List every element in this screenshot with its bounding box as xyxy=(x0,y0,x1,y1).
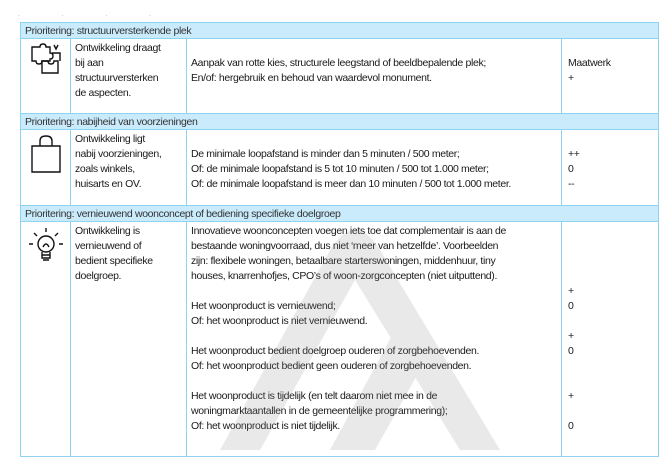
score-value: + xyxy=(568,390,574,402)
criteria-line: Of: het woonproduct is niet vernieuwend. xyxy=(191,315,368,327)
section-header-row xyxy=(21,206,659,222)
score-value: + xyxy=(568,330,574,342)
criteria-line: Het woonproduct bedient doelgroep ouderen of zorgbehoevenden. xyxy=(191,345,480,357)
description-cell xyxy=(71,39,187,114)
criteria-row xyxy=(21,222,659,457)
description-line: structuurversterken xyxy=(75,72,159,84)
section-header-row xyxy=(21,23,659,39)
criteria-line xyxy=(191,284,561,299)
score-value: Maatwerk xyxy=(568,57,611,69)
score-value xyxy=(568,41,658,56)
description-cell xyxy=(71,222,187,457)
description-cell xyxy=(71,130,187,206)
description-line: bedient specifieke xyxy=(75,255,153,267)
section-header: Prioritering: nabijheid van voorzieningen xyxy=(21,114,659,130)
score-value xyxy=(568,404,658,419)
criteria-line xyxy=(191,41,561,56)
criteria-cell xyxy=(187,130,562,206)
criteria-line: zijn: flexibele woningen, betaalbare starterswoningen, middenhuur, tiny xyxy=(191,255,496,267)
description-line: bij aan xyxy=(75,57,104,69)
score-value: 0 xyxy=(568,420,574,432)
lightbulb-icon xyxy=(26,257,66,269)
score-value: 0 xyxy=(568,300,574,312)
score-value xyxy=(568,269,658,284)
description-line: Ontwikkeling is xyxy=(75,225,140,237)
criteria-row xyxy=(21,130,659,206)
shopping-bag-icon xyxy=(29,165,63,177)
description-line: nabij voorzieningen, xyxy=(75,148,162,160)
score-value: -- xyxy=(568,178,575,190)
score-value xyxy=(568,374,658,389)
criteria-line: Aanpak van rotte kies, structurele leegstand of beeldbepalende plek; xyxy=(191,57,486,69)
criteria-line: Of: de minimale loopafstand is 5 tot 10 minuten / 500 tot 1.000 meter; xyxy=(191,163,489,175)
criteria-line xyxy=(191,329,561,344)
score-value: 0 xyxy=(568,163,574,175)
criteria-line xyxy=(191,132,561,147)
score-value xyxy=(568,254,658,269)
score-value: + xyxy=(568,285,574,297)
description-line: zoals winkels, xyxy=(75,163,135,175)
section-header: Prioritering: structuurversterkende plek xyxy=(21,23,659,39)
criteria-cell xyxy=(187,39,562,114)
score-value xyxy=(568,132,658,147)
description-line: Ontwikkeling draagt xyxy=(75,42,161,54)
criteria-line: Of: de minimale loopafstand is meer dan 10 minuten / 500 tot 1.000 meter. xyxy=(191,178,511,190)
criteria-line: Of: het woonproduct bedient geen ouderen of zorgbehoevenden. xyxy=(191,360,472,372)
description-line: Ontwikkeling ligt xyxy=(75,133,145,145)
score-cell xyxy=(562,39,659,114)
criteria-cell xyxy=(187,222,562,457)
score-value: 0 xyxy=(568,345,574,357)
criteria-line: Innovatieve woonconcepten voegen iets toe dat complementair is aan de xyxy=(191,225,506,237)
criteria-line: Het woonproduct is vernieuwend; xyxy=(191,300,336,312)
score-cell xyxy=(562,222,659,457)
icon-cell xyxy=(21,39,71,114)
stray-marks: · · · · xyxy=(18,13,171,19)
criteria-line: En/of: hergebruik en behoud van waardevol monument. xyxy=(191,72,432,84)
score-value xyxy=(568,239,658,254)
description-line: de aspecten. xyxy=(75,87,131,99)
description-line: huisarts en OV. xyxy=(75,178,142,190)
criteria-line: De minimale loopafstand is minder dan 5 minuten / 500 meter; xyxy=(191,148,460,160)
section-header: Prioritering: vernieuwend woonconcept of bediening specifieke doelgroep xyxy=(21,206,659,222)
score-cell xyxy=(562,130,659,206)
prioritization-table xyxy=(20,22,659,457)
score-value xyxy=(568,224,658,239)
description-line: doelgroep. xyxy=(75,270,122,282)
score-value: ++ xyxy=(568,148,580,160)
score-value xyxy=(568,314,658,329)
criteria-line: houses, knarrenhofjes, CPO’s of woon-zorgconcepten (niet uitputtend). xyxy=(191,270,498,282)
criteria-line xyxy=(191,374,561,389)
criteria-line: woningmarktaantallen in de gemeentelijke programmering); xyxy=(191,405,448,417)
section-header-row xyxy=(21,114,659,130)
icon-cell xyxy=(21,130,71,206)
puzzle-icon xyxy=(28,68,64,80)
criteria-line: Het woonproduct is tijdelijk (en telt daarom niet mee in de xyxy=(191,390,438,402)
score-value: + xyxy=(568,72,574,84)
score-value xyxy=(568,359,658,374)
criteria-line: Of: het woonproduct is niet tijdelijk. xyxy=(191,420,340,432)
icon-cell xyxy=(21,222,71,457)
criteria-row xyxy=(21,39,659,114)
criteria-line: bestaande woningvoorraad, dus niet ‘meer van hetzelfde’. Voorbeelden xyxy=(191,240,499,252)
description-line: vernieuwend of xyxy=(75,240,142,252)
